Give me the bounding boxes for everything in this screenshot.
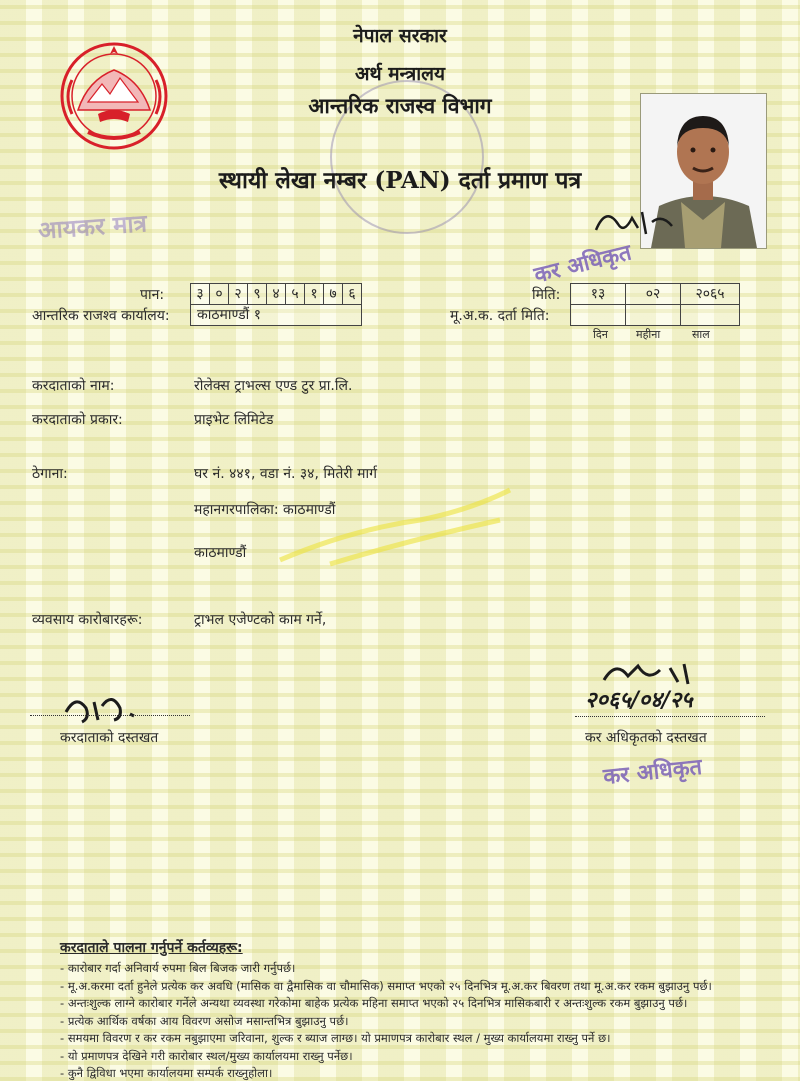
taxpayer-signature-label: करदाताको दस्तखत (60, 730, 159, 746)
pan-digit: ४ (267, 284, 286, 304)
business-value: ट्राभल एजेण्टको काम गर्ने, (194, 612, 327, 628)
duty-item: - समयमा विवरण र कर रकम नबुझाएमा जरिवाना, शुल्क र ब्याज लाग्छ। यो प्रमाणपत्र कारोबार स्थल / मुख्य कार्यालयमा राख्नु पर्ने छ। (60, 1030, 780, 1048)
date-year: २०६५ (695, 286, 725, 302)
duty-item: - कारोबार गर्दा अनिवार्य रुपमा बिल बिजक जारी गर्नुपर्छ। (60, 960, 780, 978)
pan-digit: ३ (191, 284, 210, 304)
duty-item: - प्रत्येक आर्थिक वर्षका आय विवरण असोज मसान्तभित्र बुझाउनु पर्छ। (60, 1013, 780, 1031)
tax-officer-stamp-bottom: कर अधिकृत (602, 753, 704, 791)
date-month: ०२ (626, 284, 681, 304)
month-caption: महीना (636, 328, 661, 341)
duty-item: - मू.अ.करमा दर्ता हुनेले प्रत्येक कर अवधि (मासिक वा द्वैमासिक वा चौमासिक) समाप्त भएको २५ दिनभित्र मू.अ.कर बिवरण तथा मू.अ.कर रकम बुझाउनु पर्छ। (60, 978, 780, 996)
office-label: आन्तरिक राजश्व कार्यालय: (32, 308, 170, 324)
taxpayer-signature (60, 688, 150, 728)
pan-digit: ७ (324, 284, 343, 304)
government-heading: नेपाल सरकार (353, 25, 447, 47)
duty-item: - कुनै द्विविधा भएमा कार्यालयमा सम्पर्क राख्नुहोला। (60, 1065, 780, 1081)
pan-number-boxes (190, 283, 362, 305)
date-boxes (570, 283, 740, 305)
vat-month-cell (626, 305, 681, 325)
certificate-title: स्थायी लेखा नम्बर (PAN) दर्ता प्रमाण पत्र (218, 167, 582, 194)
officer-signature-label: कर अधिकृतको दस्तखत (585, 730, 707, 746)
office-box (190, 304, 362, 326)
ministry-heading: अर्थ मन्त्रालय (354, 63, 446, 85)
officer-signature-line (575, 716, 765, 717)
vat-date-label: मू.अ.क. दर्ता मिति: (450, 308, 550, 324)
photo-signature (592, 200, 682, 240)
day-caption: दिन (593, 328, 608, 341)
vat-year-cell (681, 305, 739, 325)
pan-digit: २ (229, 284, 248, 304)
office-value: काठमाण्डौं १ (197, 307, 262, 323)
officer-signature-date: २०६५/०४/२५ (585, 687, 693, 713)
business-label: व्यवसाय कारोबारहरू: (32, 612, 143, 628)
pan-digit: ५ (286, 284, 305, 304)
highlighter-scribble (270, 480, 520, 570)
copy-only-stamp: आयकर मात्र (37, 208, 148, 245)
vat-date-boxes (570, 304, 740, 326)
taxpayer-type-label: करदाताको प्रकार: (32, 412, 123, 428)
tax-officer-stamp-top: कर अधिकृत (531, 239, 634, 289)
duty-item: - अन्तःशुल्क लाग्ने कारोबार गर्नेले अन्यथा व्यवस्था गरेकोमा बाहेक प्रत्येक महिना समाप्त भएको २५ दिनभित्र मासिकबारी र अन्तःशुल्क रकम बुझाउनु पर्छ। (60, 995, 780, 1013)
duty-item: - यो प्रमाणपत्र देखिने गरी कारोबार स्थल/मुख्य कार्यालयमा राख्नु पर्नेछ। (60, 1048, 780, 1066)
vat-day-cell (571, 305, 626, 325)
pan-label: पान: (140, 287, 165, 303)
year-caption: साल (692, 328, 710, 341)
taxpayer-name: रोलेक्स ट्राभल्स एण्ड टुर प्रा.लि. (194, 378, 353, 394)
address-line1: घर नं. ४४१, वडा नं. ३४, मितेरी मार्ग (194, 466, 378, 482)
taxpayer-type: प्राइभेट लिमिटेड (194, 412, 274, 428)
address-label: ठेगाना: (32, 466, 68, 482)
taxpayer-name-label: करदाताको नाम: (32, 378, 115, 394)
date-day: १३ (571, 284, 626, 304)
department-heading: आन्तरिक राजस्व विभाग (308, 93, 492, 118)
pan-digit: ६ (348, 286, 356, 302)
date-label: मिति: (532, 287, 561, 303)
pan-digit: ९ (248, 284, 267, 304)
taxpayer-signature-line (30, 715, 190, 716)
duties-list (60, 960, 780, 1081)
pan-digit: १ (305, 284, 324, 304)
address-line2: महानगरपालिका: काठमाण्डौं (194, 502, 336, 518)
duties-title: करदाताले पालना गर्नुपर्ने कर्तव्यहरू: (60, 940, 243, 956)
pan-digit: ० (210, 284, 229, 304)
address-line3: काठमाण्डौं (194, 545, 247, 561)
